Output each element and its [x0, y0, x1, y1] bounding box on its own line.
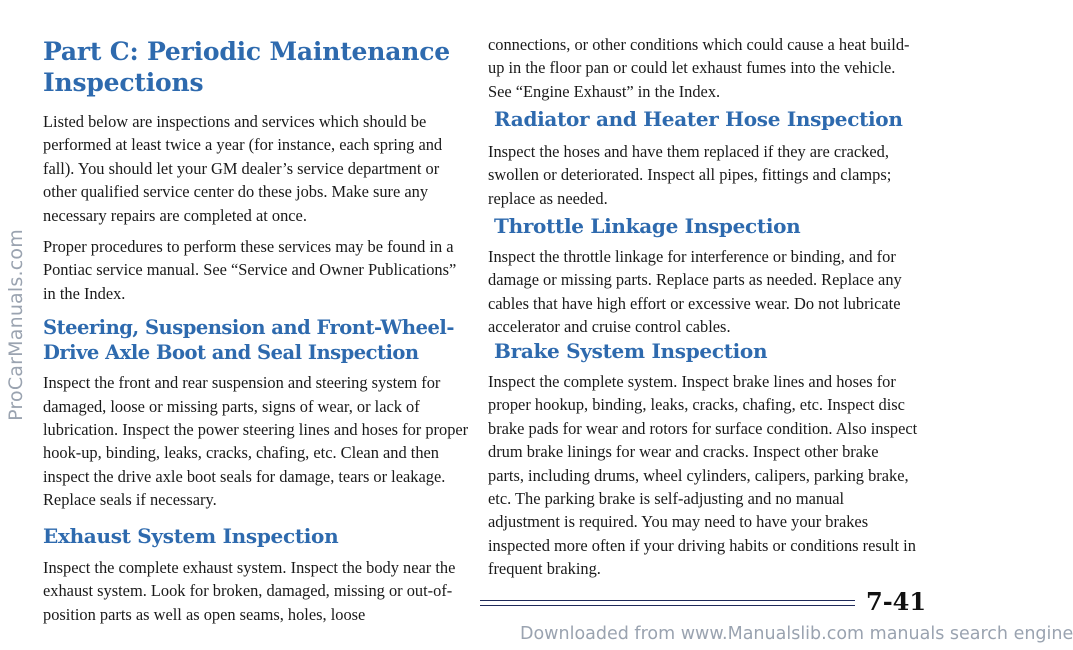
- throttle-heading: Throttle Linkage Inspection: [494, 214, 801, 238]
- left-column: [43, 0, 473, 626]
- intro-paragraph-2: Proper procedures to perform these services may be found in a Pontiac service manual. See “Service and Owner Publications” in the Index.: [43, 237, 457, 303]
- steering-body: Inspect the front and rear suspension and steering system for damaged, loose or missing parts, signs of wear, or lack of lubrication. Inspect the power steering lines and hoses for proper hook-up, binding, leaks, cracks, chafing, etc. Clean and then inspect the drive axle boot seals for damage, tears or leakage. Replace seals if necessary.: [43, 373, 469, 510]
- radiator-heading: Radiator and Heater Hose Inspection: [494, 107, 903, 131]
- exhaust-heading: Exhaust System Inspection: [43, 523, 339, 548]
- exhaust-continued: connections, or other conditions which could cause a heat build-up in the floor pan or could let exhaust fumes into the vehicle. See “Engine Exhaust” in the Index.: [488, 35, 910, 101]
- side-watermark: ProCarManuals.com: [5, 229, 27, 421]
- intro-paragraph-1: Listed below are inspections and services which should be performed at least twice a year (for instance, each spring and fall). You should let your GM dealer’s service department or other qualified service center do these jobs. Make sure any necessary repairs are completed at once.: [43, 112, 443, 225]
- page-number: 7-41: [866, 587, 927, 616]
- bottom-watermark: Downloaded from www.Manualslib.com manuals search engine: [520, 624, 1073, 644]
- footer-rule-top: [480, 600, 855, 601]
- footer-rule-bottom: [480, 605, 855, 606]
- throttle-body: Inspect the throttle linkage for interference or binding, and for damage or missing parts. Replace parts as needed. Replace any cables that have high effort or excessive wear. Do not lubricate accelerator and cruise control cables.: [488, 247, 902, 337]
- exhaust-body: Inspect the complete exhaust system. Inspect the body near the exhaust system. Look for broken, damaged, missing or out-of-position parts as well as open seams, holes, loose: [43, 557, 456, 624]
- steering-heading: Steering, Suspension and Front-Wheel-Drive Axle Boot and Seal Inspection: [43, 316, 454, 365]
- brake-body: Inspect the complete system. Inspect brake lines and hoses for proper hookup, binding, leaks, cracks, chafing, etc. Inspect disc brake pads for wear and rotors for surface condition. Also inspect drum brake linings for wear and cracks. Inspect other brake parts, including drums, wheel cylinders, calipers, parking brake, etc. The parking brake is self-adjusting and no manual adjustment is required. You may need to have your brakes inspected more often if your driving habits or conditions result in frequent braking.: [488, 372, 918, 579]
- brake-heading: Brake System Inspection: [494, 339, 768, 363]
- page-title: Part C: Periodic Maintenance Inspections: [43, 37, 450, 97]
- radiator-body: Inspect the hoses and have them replaced if they are cracked, swollen or deteriorated. Inspect all pipes, fittings and clamps; replace as needed.: [488, 142, 892, 208]
